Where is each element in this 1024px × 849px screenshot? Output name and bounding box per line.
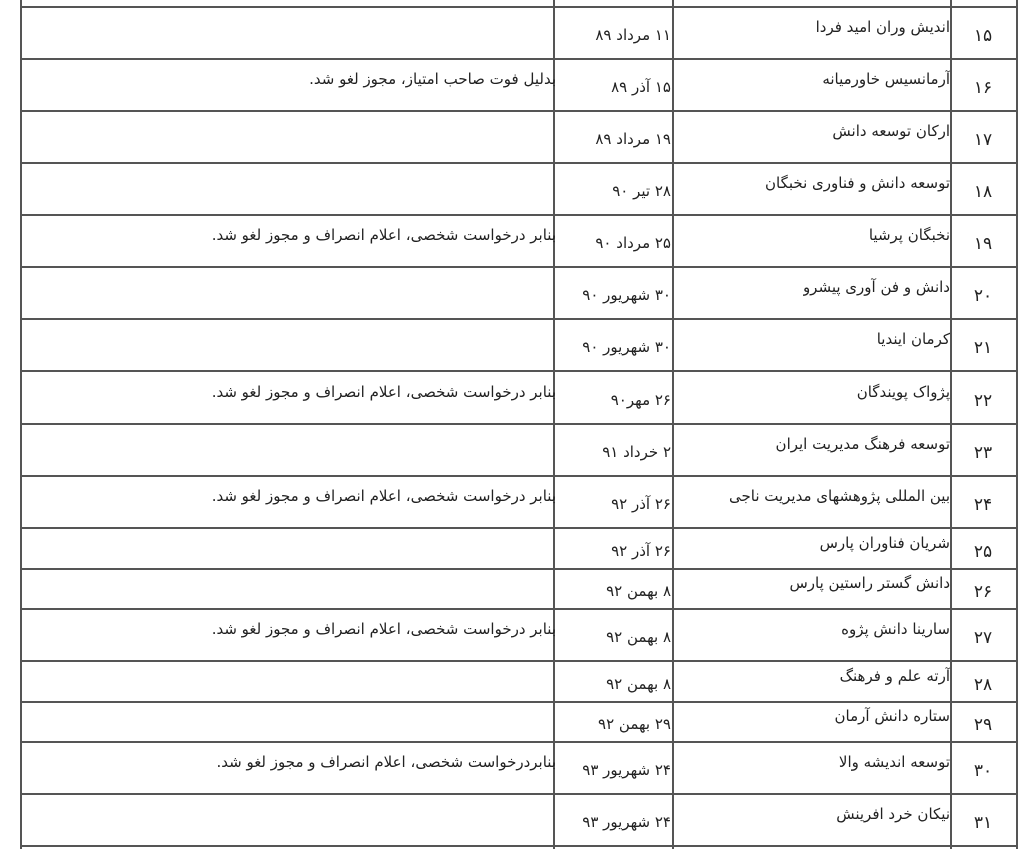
table-row-border [20,58,1018,60]
row-number: ۱۷ [973,130,993,150]
institute-name: ارکان توسعه دانش [832,122,950,140]
institute-name: سارینا دانش پژوه [841,620,950,638]
license-date: ۲۹ بهمن ۹۲ [598,715,671,733]
row-number: ۱۹ [973,234,993,254]
status-note: بنابر درخواست شخصی، اعلام انصراف و مجوز لغو شد. [211,487,556,505]
table-row-border [20,741,1018,743]
table-row-border [20,162,1018,164]
institute-name: نخبگان پرشیا [868,226,950,244]
row-number: ۲۵ [973,542,993,562]
table-row-border [20,370,1018,372]
license-date: ۸ بهمن ۹۲ [606,628,671,646]
row-number: ۳۰ [973,761,993,781]
institute-name: پژواک پویندگان [856,383,950,401]
row-number: ۱۵ [973,26,993,46]
institute-name: نیکان خرد افرینش [836,805,950,823]
institute-name: آرمانسیس خاورمیانه [822,70,950,88]
license-date: ۲۵ مرداد ۹۰ [595,234,671,252]
institute-name: اندیش وران امید فردا [815,18,950,36]
status-note: بنابر درخواست شخصی، اعلام انصراف و مجوز لغو شد. [211,226,556,244]
institute-name: کرمان ایندیا [876,330,950,348]
row-number: ۲۹ [973,715,993,735]
table-row-border [20,110,1018,112]
row-number: ۲۷ [973,628,993,648]
table-row-border [20,701,1018,703]
table-row-border [20,214,1018,216]
status-note: بنابر درخواست شخصی، اعلام انصراف و مجوز لغو شد. [211,620,556,638]
institute-name: توسعه فرهنگ مدیریت ایران [775,435,950,453]
license-date: ۱۱ مرداد ۸۹ [595,26,671,44]
status-note: بنابر درخواست شخصی، اعلام انصراف و مجوز لغو شد. [211,383,556,401]
row-number: ۳۱ [973,813,993,833]
row-number: ۲۸ [973,675,993,695]
table-row-border [20,423,1018,425]
table-row-border [20,608,1018,610]
row-number: ۲۲ [973,391,993,411]
institute-name: دانش گستر راستین پارس [789,574,950,592]
institute-name: آرته علم و فرهنگ [839,667,950,685]
institute-name: بین المللی پژوهشهای مدیریت ناجی [728,487,950,505]
institute-name: دانش و فن آوری پیشرو [802,278,950,296]
license-date: ۲ خرداد ۹۱ [602,443,671,461]
license-date: ۲۶ آذر ۹۲ [611,542,671,560]
row-number: ۱۸ [973,182,993,202]
license-date: ۱۹ مرداد ۸۹ [595,130,671,148]
row-number: ۲۳ [973,443,993,463]
institute-name: ستاره دانش آرمان [834,707,950,725]
license-date: ۱۵ آذر ۸۹ [611,78,671,96]
institute-name: شریان فناوران پارس [819,534,950,552]
row-number: ۲۶ [973,582,993,602]
table-row-border [20,793,1018,795]
license-date: ۲۶ مهر۹۰ [610,391,671,409]
license-date: ۲۸ تیر ۹۰ [612,182,671,200]
table-row-border [20,660,1018,662]
table-row-border [20,6,1018,8]
table-row-border [20,568,1018,570]
license-date: ۲۴ شهریور ۹۳ [582,813,671,831]
license-date: ۲۶ آذر ۹۲ [611,495,671,513]
table-row-border [20,527,1018,529]
status-note: بنابردرخواست شخصی، اعلام انصراف و مجوز لغو شد. [216,753,556,771]
row-number: ۲۰ [973,286,993,306]
table-row-border [20,845,1018,847]
license-date: ۳۰ شهریور ۹۰ [582,338,671,356]
row-number: ۲۴ [973,495,993,515]
row-number: ۲۱ [973,338,993,358]
license-date: ۸ بهمن ۹۲ [606,675,671,693]
license-date: ۳۰ شهریور ۹۰ [582,286,671,304]
license-date: ۲۴ شهریور ۹۳ [582,761,671,779]
license-date: ۸ بهمن ۹۲ [606,582,671,600]
table-row-border [20,475,1018,477]
row-number: ۱۶ [973,78,993,98]
institute-name: توسعه اندیشه والا [838,753,950,771]
institute-name: توسعه دانش و فناوری نخبگان [765,174,950,192]
status-note: بدلیل فوت صاحب امتیاز، مجوز لغو شد. [309,70,556,88]
table-row-border [20,318,1018,320]
table-row-border [20,266,1018,268]
